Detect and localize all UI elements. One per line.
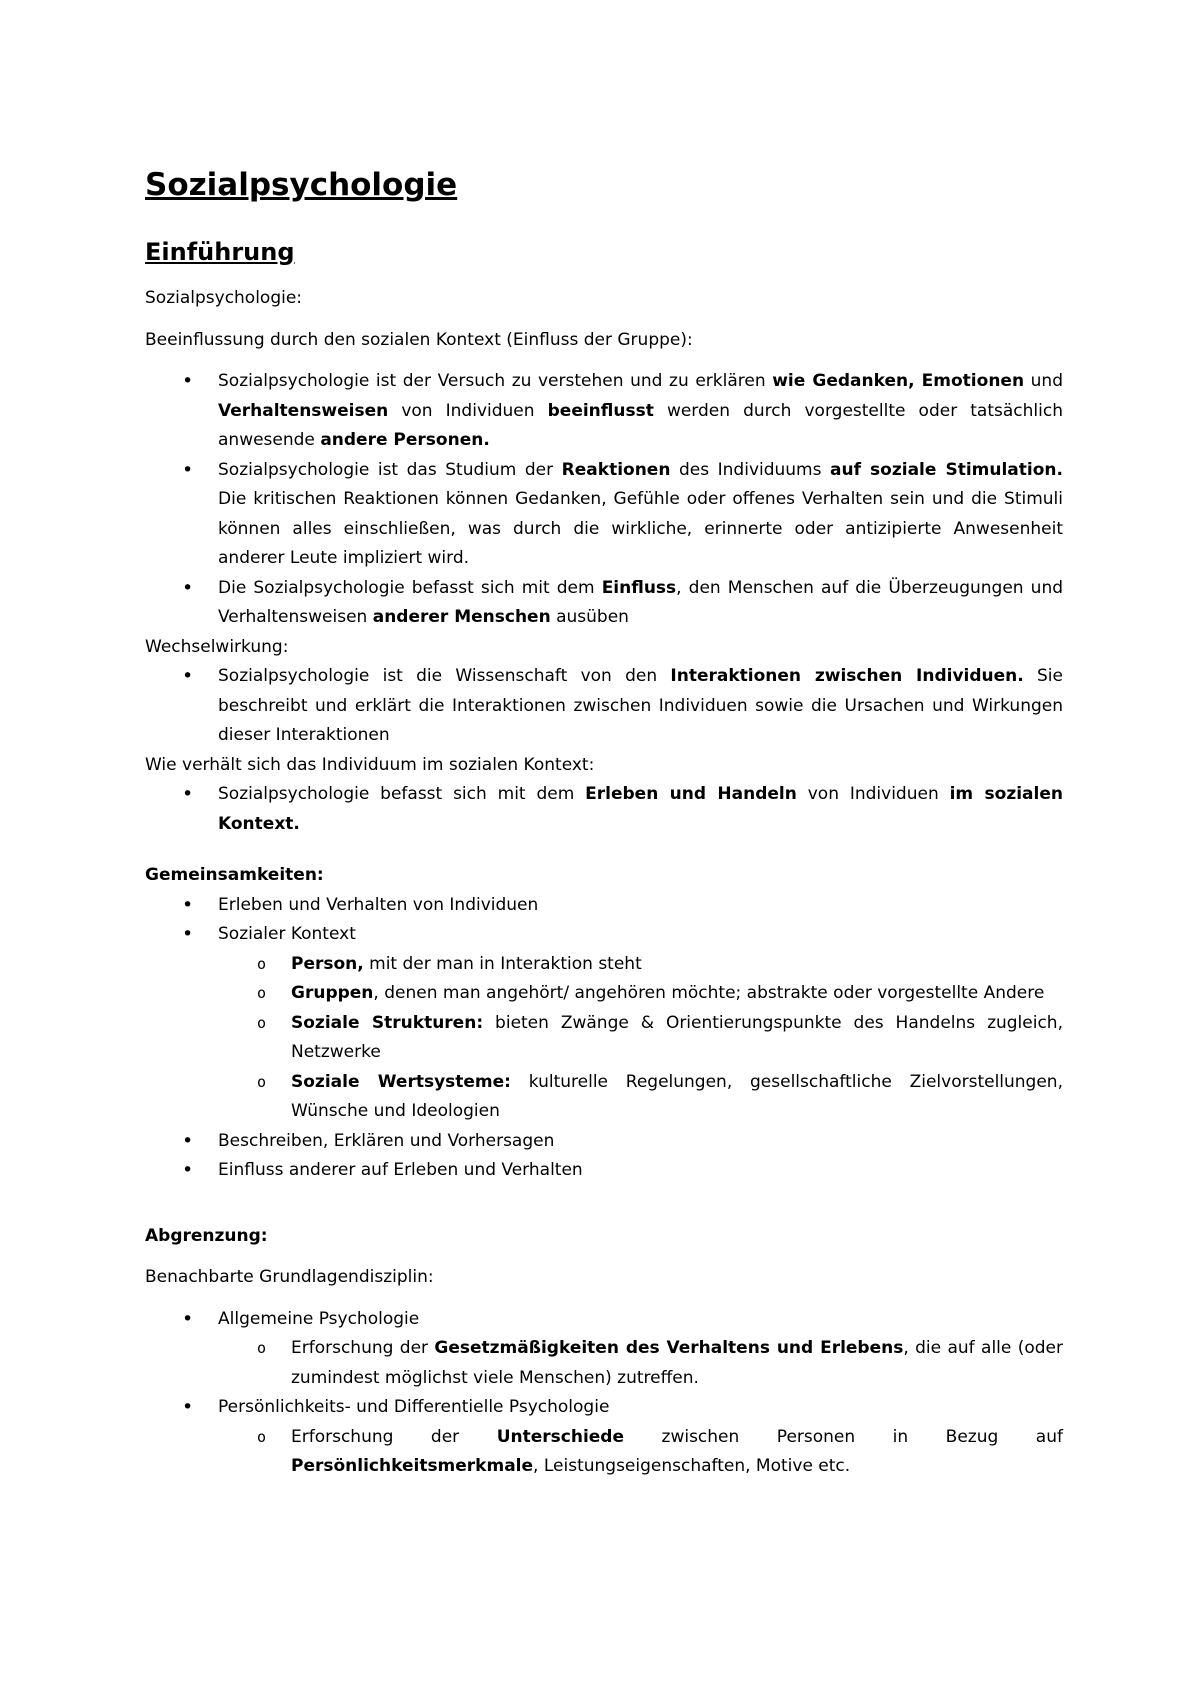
sub-list-item: o Person, mit der man in Interaktion steht <box>145 950 1063 980</box>
list-item: • Sozialpsychologie ist die Wissenschaft von den Interaktionen zwischen Individuen. Sie beschreibt und erklärt die Interaktionen zwischen Individuen sowie die Ursachen und Wirkungen dieser Interaktionen <box>145 662 1063 751</box>
document-page <box>145 160 1063 1482</box>
label-individuum-kontext: Wie verhält sich das Individuum im sozialen Kontext: <box>145 754 595 775</box>
list-item: • Die Sozialpsychologie befasst sich mit dem Einfluss, den Menschen auf die Überzeugungen und Verhaltensweisen anderer Menschen ausüben <box>145 574 1063 633</box>
sub-list-differentielle <box>145 1423 1063 1482</box>
heading-abgrenzung: Abgrenzung: <box>145 1225 268 1246</box>
list-item: • Beschreiben, Erklären und Vorhersagen <box>145 1127 1063 1157</box>
list-item: • Erleben und Verhalten von Individuen <box>145 891 1063 921</box>
list-item: • Persönlichkeits- und Differentielle Psychologie o Erforschung der Unterschiede zwischen Personen in Bezug auf Persönlichkeitsmerkmale, Leistungseigenschaften, Motive etc. <box>145 1393 1063 1482</box>
heading-gemeinsamkeiten: Gemeinsamkeiten: <box>145 865 324 885</box>
list-item: • Einfluss anderer auf Erleben und Verhalten <box>145 1156 1063 1186</box>
list-item: • Allgemeine Psychologie o Erforschung der Gesetzmäßigkeiten des Verhaltens und Erlebens, die auf alle (oder zumindest möglichst viele Menschen) zutreffen. <box>145 1305 1063 1394</box>
list-item: • Sozialer Kontext o Person, mit der man in Interaktion steht o Gruppen, denen man angehört/ angehören möchte; abstrakte oder vorgestellte Andere o Soziale Strukturen: bieten Zwänge & Orientierungspunkte des Handelns zugleich, Netzwerke o Soziale Wertsysteme: kulturelle Regelungen, gesellschaftliche Zielvorstellungen, Wünsche und Ideologien <box>145 920 1063 1127</box>
label-sozialpsychologie: Sozialpsychologie: <box>145 288 303 308</box>
label-wechselwirkung: Wechselwirkung: <box>145 636 289 657</box>
bullet-list-abgrenzung <box>145 1305 1063 1482</box>
sub-list-item: o Soziale Wertsysteme: kulturelle Regelungen, gesellschaftliche Zielvorstellungen, Wünsche und Ideologien <box>145 1068 1063 1127</box>
label-grundlagendisziplin: Benachbarte Grundlagendisziplin: <box>145 1267 434 1287</box>
list-item: • Sozialpsychologie ist der Versuch zu verstehen und zu erklären wie Gedanken, Emotionen und Verhaltensweisen von Individuen beeinflusst werden durch vorgestellte oder tatsächlich anwesende andere Personen. <box>145 367 1063 456</box>
section-heading-einfuehrung: Einführung <box>145 238 295 266</box>
list-item: • Sozialpsychologie ist das Studium der Reaktionen des Individuums auf soziale Stimulation. Die kritischen Reaktionen können Gedanken, Gefühle oder offenes Verhalten sein und die Stimuli können alles einschließen, was durch die wirkliche, erinnerte oder antizipierte Anwesenheit anderer Leute impliziert wird. <box>145 456 1063 574</box>
list-item: • Sozialpsychologie befasst sich mit dem Erleben und Handeln von Individuen im sozialen Kontext. <box>145 780 1063 839</box>
bullet-list-beeinflussung <box>145 367 1063 633</box>
bullet-list-kontext <box>145 780 1063 839</box>
sub-list-item: o Erforschung der Unterschiede zwischen Personen in Bezug auf Persönlichkeitsmerkmale, Leistungseigenschaften, Motive etc. <box>145 1423 1063 1482</box>
label-beeinflussung: Beeinflussung durch den sozialen Kontext (Einfluss der Gruppe): <box>145 329 693 350</box>
bullet-list-wechselwirkung <box>145 662 1063 751</box>
document-title: Sozialpsychologie <box>145 167 458 203</box>
sub-list-item: o Erforschung der Gesetzmäßigkeiten des Verhaltens und Erlebens, die auf alle (oder zumindest möglichst viele Menschen) zutreffen. <box>145 1334 1063 1393</box>
sub-list-allgemeine <box>145 1334 1063 1393</box>
bullet-list-gemeinsamkeiten <box>145 891 1063 1186</box>
sub-list-item: o Gruppen, denen man angehört/ angehören möchte; abstrakte oder vorgestellte Andere <box>145 979 1063 1009</box>
sub-list-item: o Soziale Strukturen: bieten Zwänge & Orientierungspunkte des Handelns zugleich, Netzwerke <box>145 1009 1063 1068</box>
sub-list-sozialer-kontext <box>145 950 1063 1127</box>
